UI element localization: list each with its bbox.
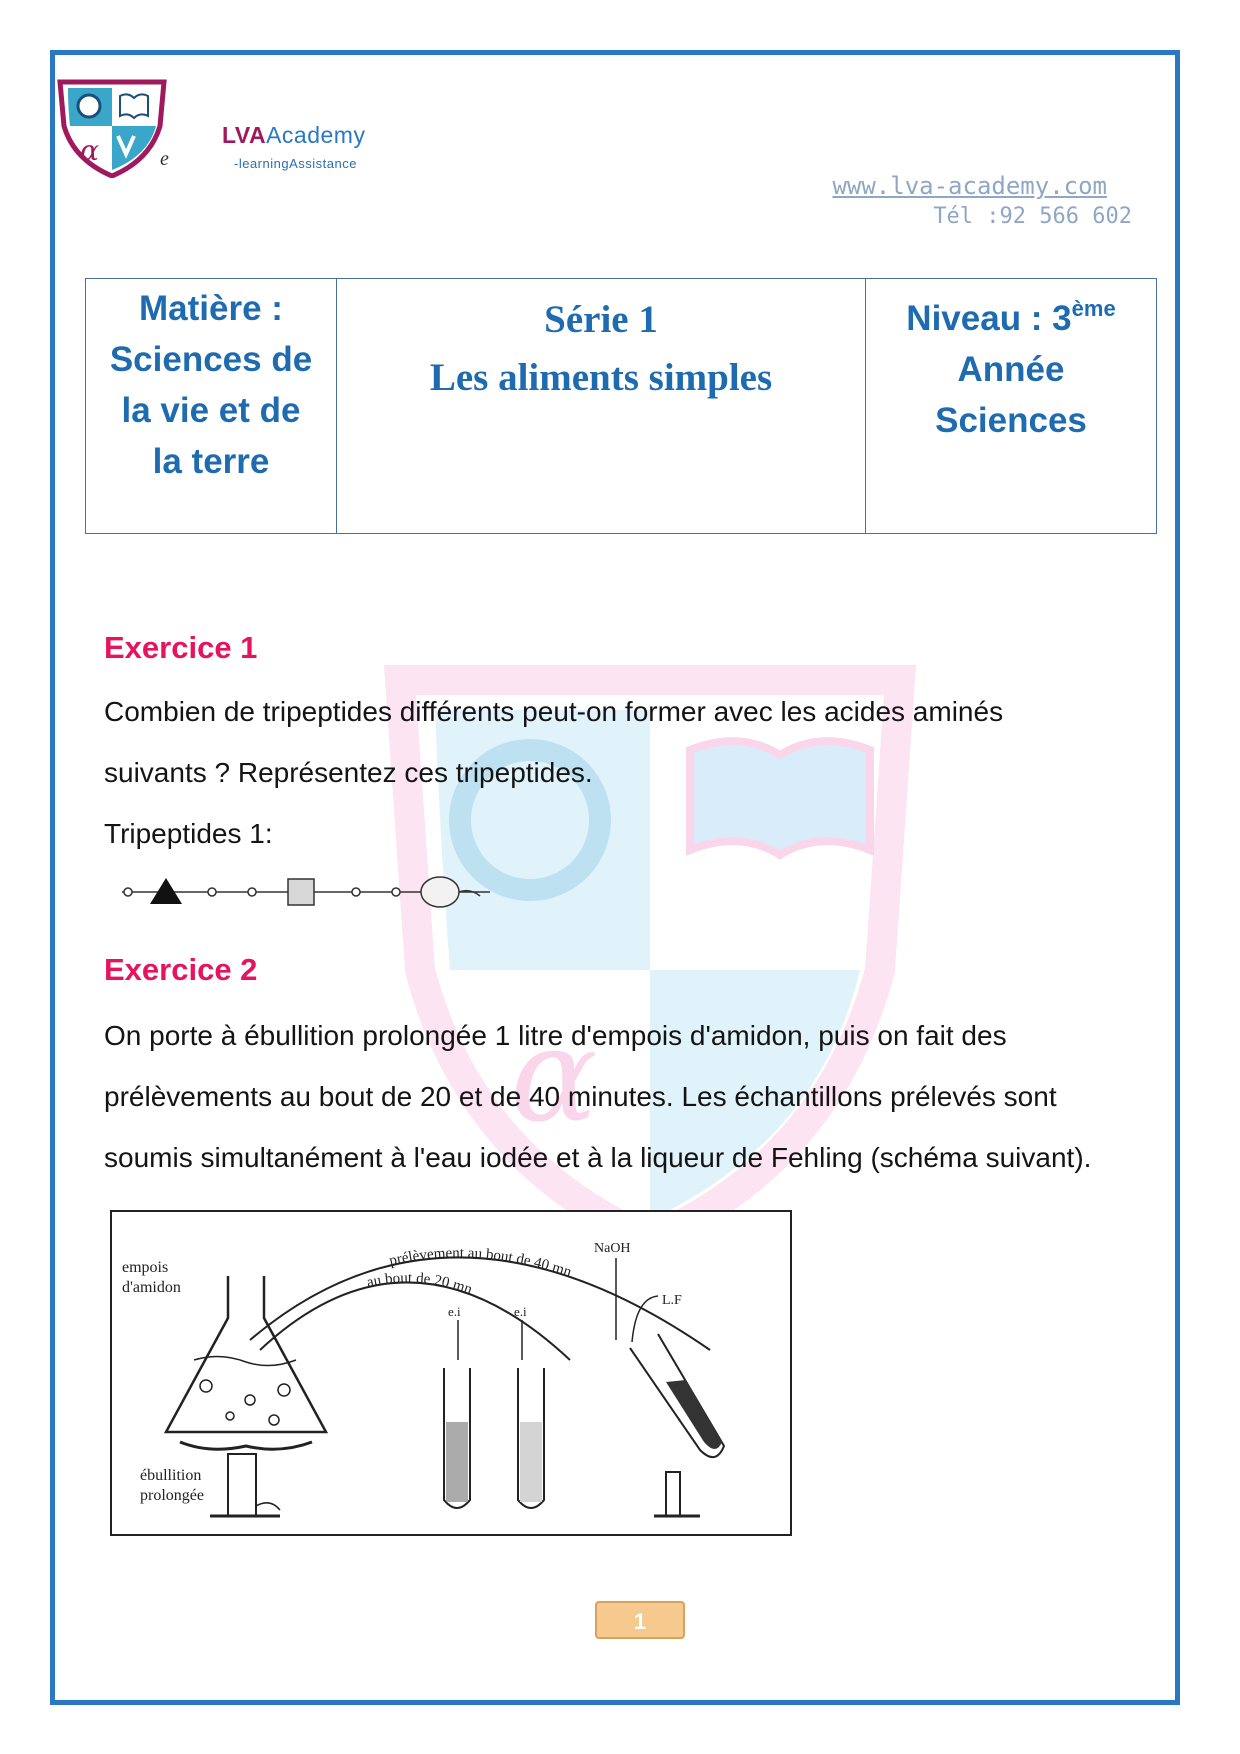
matiere-line: Sciences de <box>109 340 313 379</box>
serie-cell <box>337 279 866 534</box>
matiere-cell <box>86 279 337 534</box>
niveau-line <box>866 283 1156 344</box>
label-ei: e.i <box>514 1304 527 1319</box>
label-empois: d'amidon <box>122 1279 181 1296</box>
exercise-title: Exercice 2 <box>104 952 258 987</box>
exercise-text-line: prélèvements au bout de 20 et de 40 minutes. Les échantillons prélevés sont <box>104 1081 1057 1112</box>
niveau-cell <box>866 279 1157 534</box>
label-naoh: NaOH <box>594 1241 631 1256</box>
label-ei: e.i <box>448 1304 461 1319</box>
arc-label-20: au bout de 20 mn <box>365 1270 475 1299</box>
svg-text:α: α <box>510 999 598 1151</box>
logo-e-letter: e <box>160 148 169 170</box>
exercise-text-line: Tripeptides 1: <box>104 818 273 849</box>
matiere-line: la terre <box>152 442 270 481</box>
serie-subtitle: Les aliments simples <box>429 356 773 399</box>
serie-title: Série 1 <box>544 298 658 341</box>
amino-acid-square <box>288 879 314 905</box>
label-ebullition: prolongée <box>140 1487 204 1504</box>
niveau-line: Année <box>957 350 1065 389</box>
label-lf: L.F <box>662 1293 682 1308</box>
matiere-line: Matière : <box>139 289 283 328</box>
amino-acid-triangle <box>150 878 182 904</box>
brand-academy: Academy <box>266 122 366 148</box>
exercise-text-line: soumis simultanément à l'eau iodée et à la liqueur de Fehling (schéma suivant). <box>104 1142 1092 1173</box>
brand-name <box>222 122 365 149</box>
lva-logo-icon <box>56 78 168 178</box>
exercise-text-line: Combien de tripeptides différents peut-on former avec les acides aminés <box>104 696 1004 727</box>
exercise-text-line: suivants ? Représentez ces tripeptides. <box>104 757 593 788</box>
tripeptide-diagram <box>120 872 492 912</box>
svg-text:α: α <box>80 134 99 167</box>
amino-acid-circle <box>421 877 459 907</box>
exercise-title: Exercice 1 <box>104 630 258 665</box>
niveau-line: Sciences <box>935 401 1087 440</box>
header-table <box>85 278 1157 534</box>
experiment-figure <box>110 1210 792 1536</box>
label-ebullition: ébullition <box>140 1467 202 1484</box>
arc-label-40: prélèvement au bout de 40 mn <box>387 1245 574 1281</box>
niveau-superscript: ème <box>1071 296 1116 321</box>
phone-number: Tél :92 566 602 <box>933 204 1132 229</box>
label-empois: empois <box>122 1259 169 1276</box>
brand-subtitle: -learningAssistance <box>234 156 357 171</box>
page-number: 1 <box>595 1601 685 1639</box>
niveau-prefix: Niveau : 3 <box>906 299 1072 338</box>
brand-lva: LVA <box>222 122 267 148</box>
exercise-text-line: On porte à ébullition prolongée 1 litre d'empois d'amidon, puis on fait des <box>104 1020 1007 1051</box>
website-link[interactable]: www.lva-academy.com <box>832 172 1107 200</box>
matiere-line: la vie et de <box>121 391 301 430</box>
